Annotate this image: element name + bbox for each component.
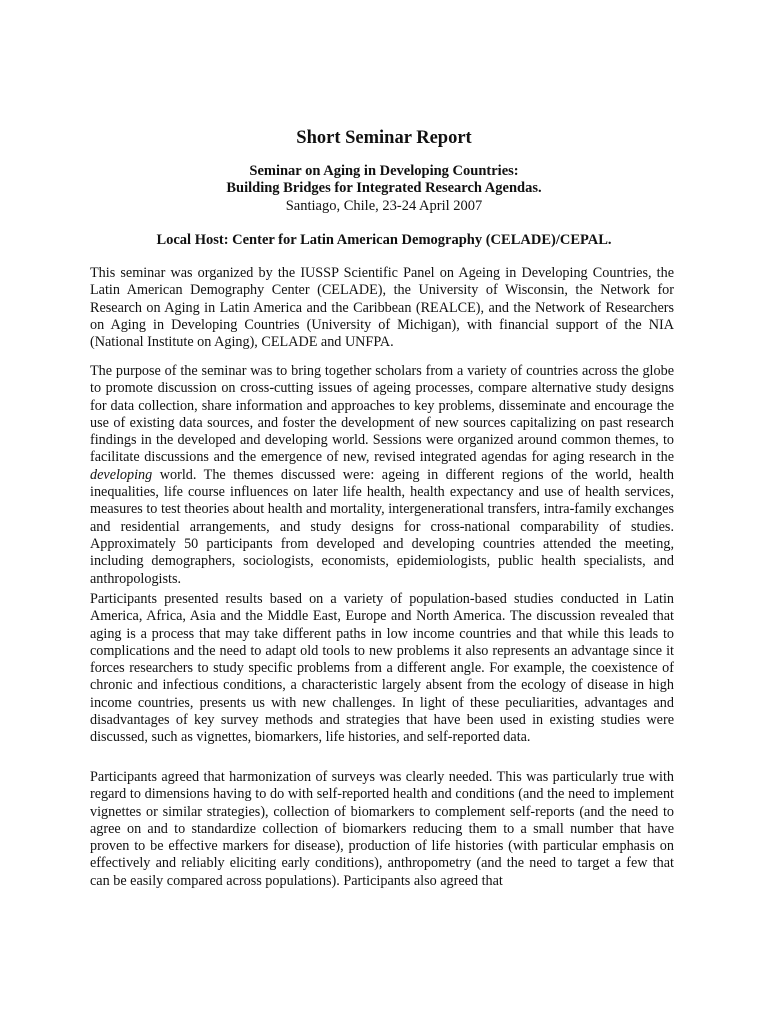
- paragraph-purpose-text-2: world. The themes discussed were: ageing in different regions of the world, health inequalities, life course influences on later life health, health expectancy and use of health services, measures to test theories about health and mortality, intergenerational transfers, intra-family exchanges and residential arrangements, and study designs for cross-national comparability of studies. Approximately 50 participants from developed and developing countries attended the meeting, including demographers, sociologists, economists, epidemiologists, public health specialists, and anthropologists.: [90, 466, 674, 587]
- subtitle-line-1: Seminar on Aging in Developing Countries:: [249, 163, 519, 179]
- local-host: Local Host: Center for Latin American Demography (CELADE)/CEPAL.: [156, 232, 612, 248]
- date-location: Santiago, Chile, 23-24 April 2007: [285, 198, 483, 214]
- paragraph-purpose: [90, 363, 674, 588]
- seminar-subtitle: [0, 163, 768, 197]
- paragraph-results: Participants presented results based on a variety of population-based studies conducted in Latin America, Africa, Asia and the Middle East, Europe and North America. The discussion revealed that aging is a process that may take different paths in low income countries and that while this leads to complications and the need to adapt old tools to new problems it also represents an advantage since it forces researchers to study specific problems from a different angle. For example, the coexistence of chronic and infectious conditions, a characteristic largely absent from the ecology of disease in high income countries, presents us with new challenges. In light of these peculiarities, advantages and disadvantages of key survey methods and strategies that have been used in existing studies were discussed, such as vignettes, biomarkers, life histories, and self-reported data.: [90, 591, 674, 746]
- paragraph-organizers: This seminar was organized by the IUSSP Scientific Panel on Ageing in Developing Countries, the Latin American Demography Center (CELADE), the University of Wisconsin, the Network for Research on Aging in Latin America and the Caribbean (REALCE), and the Network of Researchers on Aging in Developing Countries (University of Michigan), with financial support of the NIA (National Institute on Aging), CELADE and UNFPA.: [90, 265, 674, 351]
- paragraph-purpose-text-1: The purpose of the seminar was to bring together scholars from a variety of countries across the globe to promote discussion on cross-cutting issues of ageing processes, compare alternative study designs for data collection, share information and approaches to key problems, disseminate and encourage the use of existing data sources, and foster the development of new sources capitalizing on past research findings in the developed and developing world. Sessions were organized around common themes, to facilitate discussions and the emergence of new, revised integrated agendas for aging research in the: [90, 363, 674, 466]
- subtitle-line-2: Building Bridges for Integrated Research Agendas.: [226, 180, 542, 196]
- paragraph-purpose-emphasis: developing: [90, 466, 153, 483]
- document-title: Short Seminar Report: [296, 128, 472, 148]
- paragraph-harmonization: Participants agreed that harmonization of surveys was clearly needed. This was particularly true with regard to dimensions having to do with self-reported health and conditions (and the need to implement vignettes or similar strategies), collection of biomarkers to complement self-reports (and the need to agree on and to standardize collection of biomarkers reducing them to a small number that have proven to be effective markers for disease), production of life histories (with particular emphasis on effectively and reliably eliciting early conditions), anthropometry (and the need to target a few that can be easily compared across populations). Participants also agreed that: [90, 769, 674, 889]
